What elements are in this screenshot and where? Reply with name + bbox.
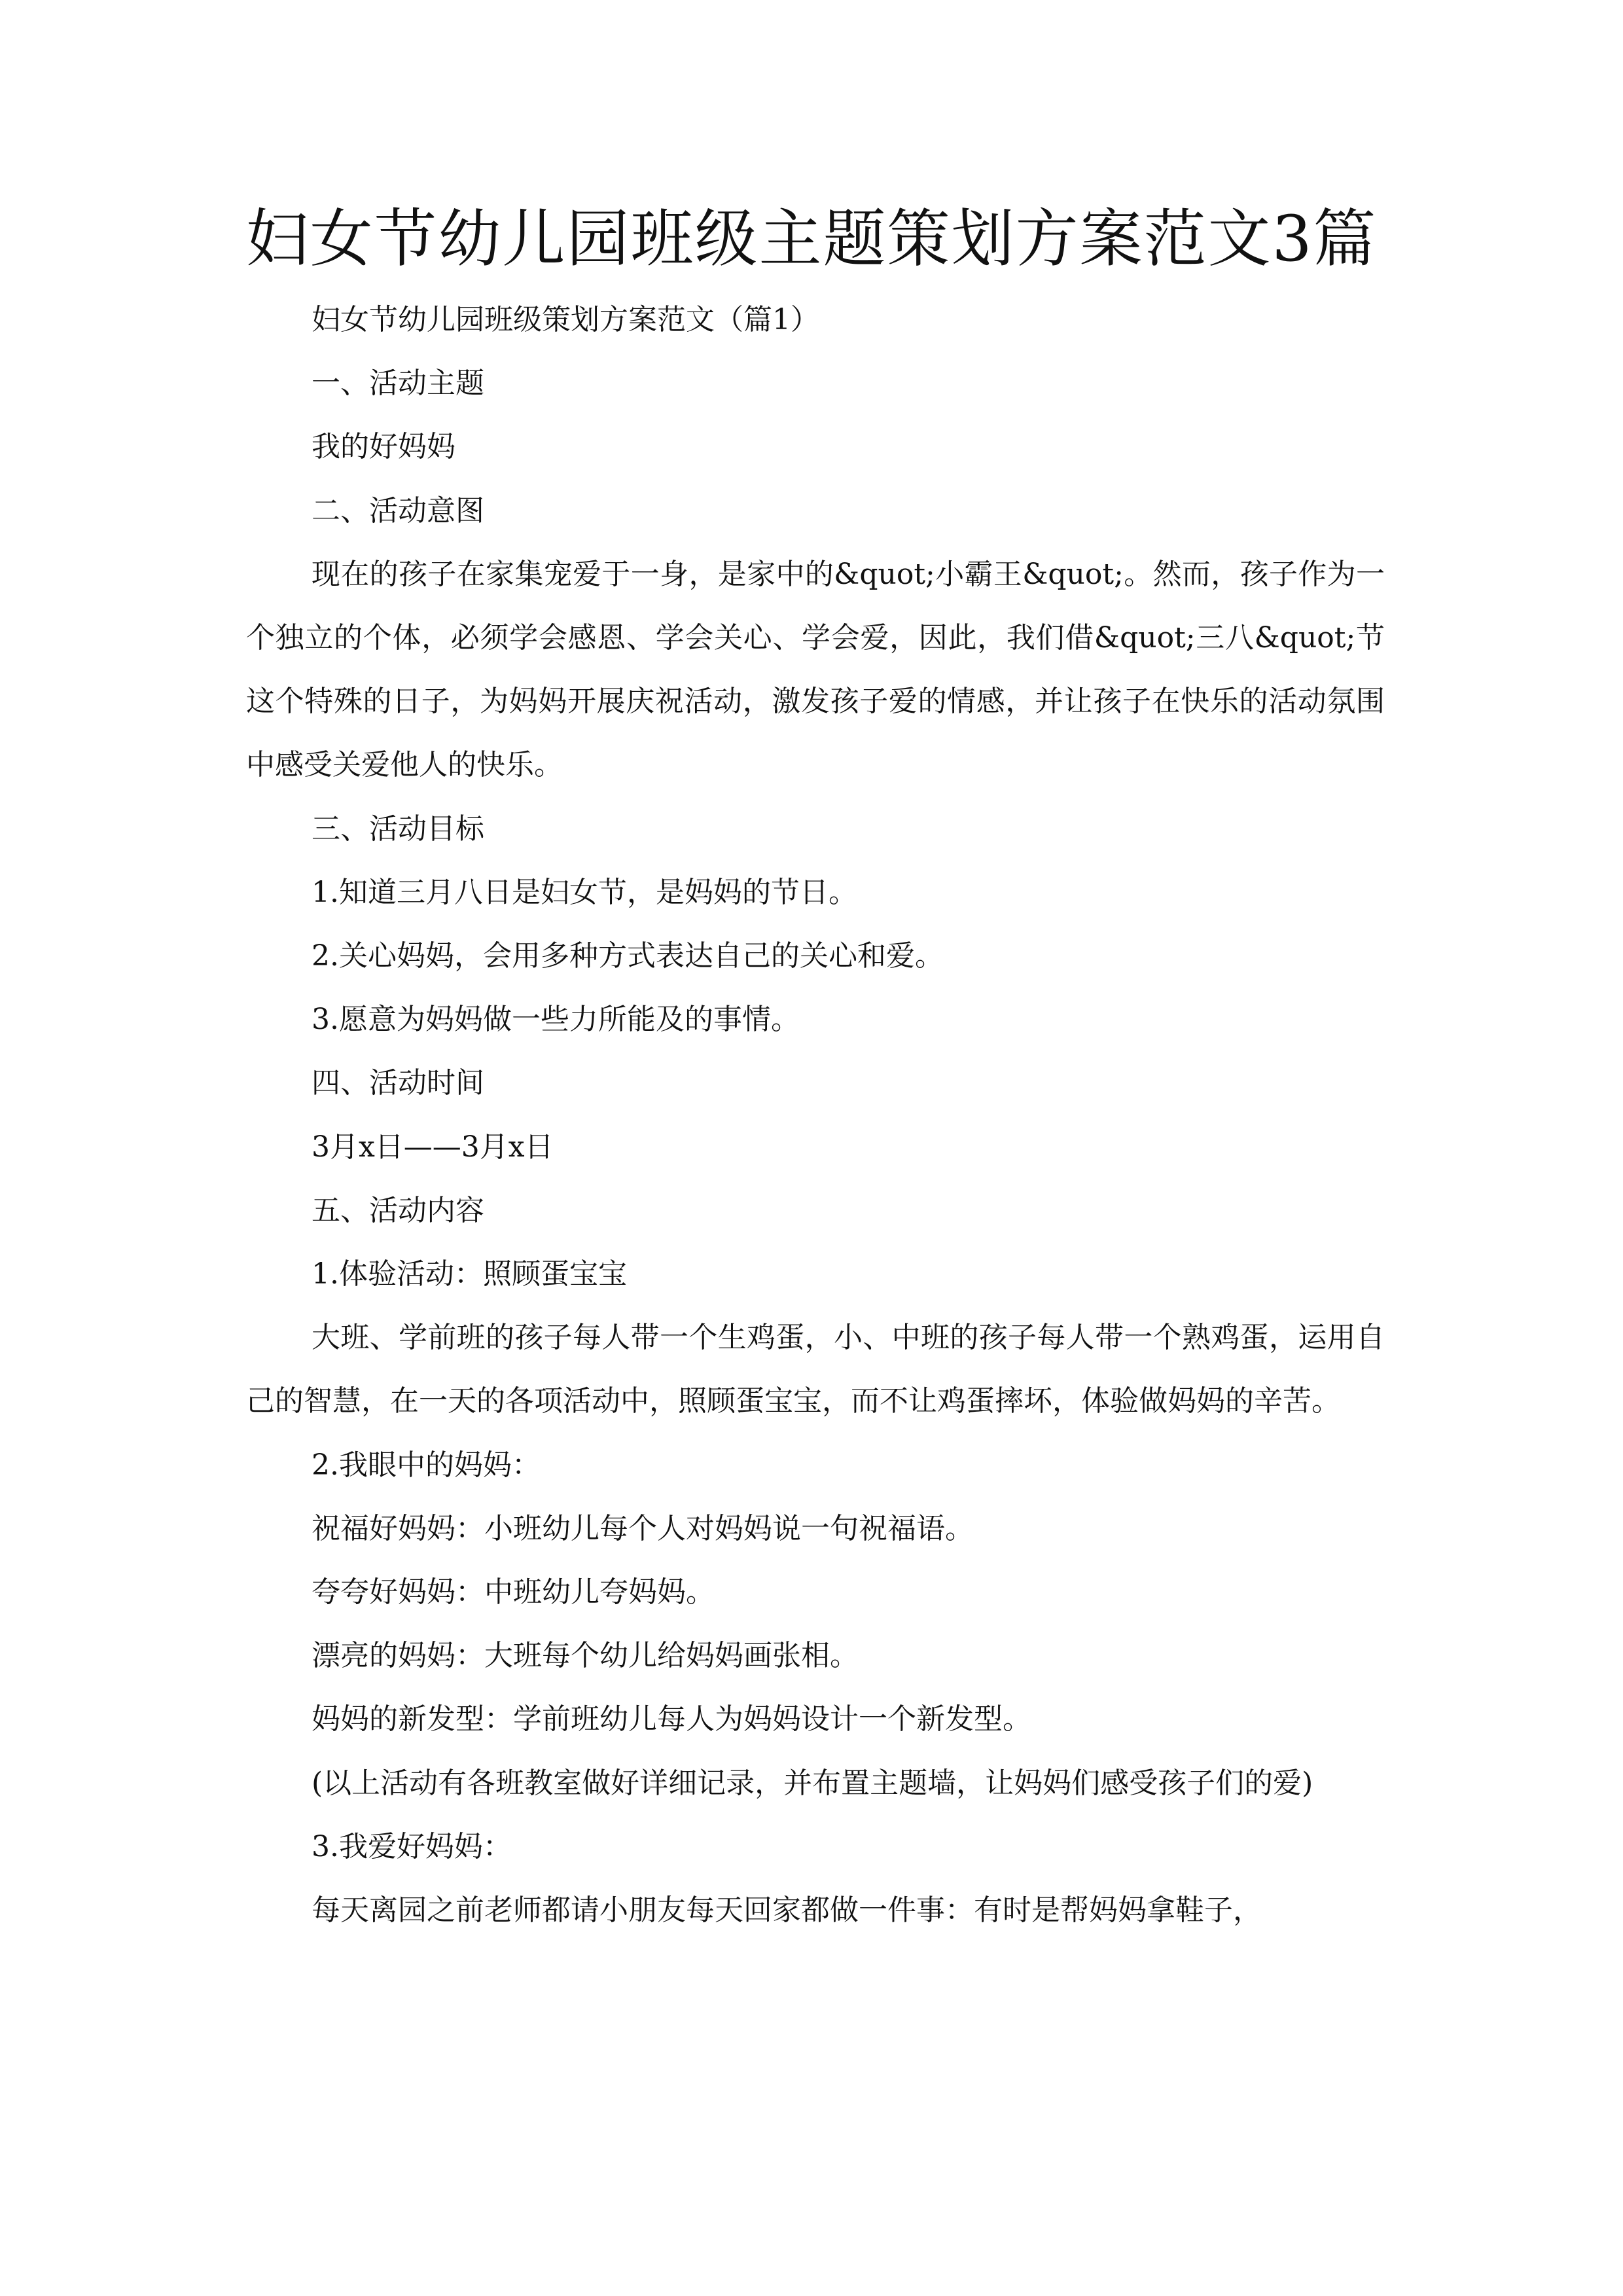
list-item: 1.知道三月八日是妇女节，是妈妈的节日。 xyxy=(312,875,857,909)
paragraph: 祝福好妈妈：小班幼儿每个人对妈妈说一句祝福语。 xyxy=(312,1511,974,1545)
paragraph: 夸夸好妈妈：中班幼儿夸妈妈。 xyxy=(312,1575,715,1609)
paragraph: 大班、学前班的孩子每人带一个生鸡蛋，小、中班的孩子每人带一个熟鸡蛋，运用自己的智慧，在一天的各项活动中，照顾蛋宝宝，而不让鸡蛋摔坏，体验做妈妈的辛苦。 xyxy=(246,1321,1385,1418)
paragraph: 妈妈的新发型：学前班幼儿每人为妈妈设计一个新发型。 xyxy=(312,1702,1031,1736)
paragraph: 每天离园之前老师都请小朋友每天回家都做一件事：有时是帮妈妈拿鞋子， xyxy=(312,1893,1262,1928)
heading-theme: 一、活动主题 xyxy=(312,367,484,401)
paragraph: 我的好妈妈 xyxy=(312,430,455,464)
list-item: 3.愿意为妈妈做一些力所能及的事情。 xyxy=(312,1003,800,1037)
paragraph: (以上活动有各班教室做好详细记录，并布置主题墙，让妈妈们感受孩子们的爱) xyxy=(312,1766,1313,1800)
paragraph: 漂亮的妈妈：大班每个幼儿给妈妈画张相。 xyxy=(312,1639,859,1673)
section-heading: 妇女节幼儿园班级策划方案范文（篇1） xyxy=(312,303,819,336)
heading-intent: 二、活动意图 xyxy=(312,493,484,528)
heading-goals: 三、活动目标 xyxy=(312,812,484,846)
list-item: 1.体验活动：照顾蛋宝宝 xyxy=(312,1257,627,1291)
paragraph: 现在的孩子在家集宠爱于一身，是家中的&quot;小霸王&quot;。然而，孩子作为一个独立的个体，必须学会感恩、学会关心、学会爱，因此，我们借&quot;三八&quot;节这个特殊的日子，为妈妈开展庆祝活动，激发孩子爱的情感，并让孩子在快乐的活动氛围中感受关爱他人的快乐。 xyxy=(246,557,1385,782)
heading-time: 四、活动时间 xyxy=(312,1066,484,1100)
heading-content: 五、活动内容 xyxy=(312,1193,484,1227)
list-item: 2.我眼中的妈妈： xyxy=(312,1448,541,1482)
list-item: 2.关心妈妈，会用多种方式表达自己的关心和爱。 xyxy=(312,939,944,973)
document-title: 妇女节幼儿园班级主题策划方案范文3篇 xyxy=(245,202,1378,276)
paragraph: 3月x日——3月x日 xyxy=(312,1130,554,1164)
list-item: 3.我爱好妈妈： xyxy=(312,1829,512,1863)
document-body xyxy=(246,288,1385,1942)
